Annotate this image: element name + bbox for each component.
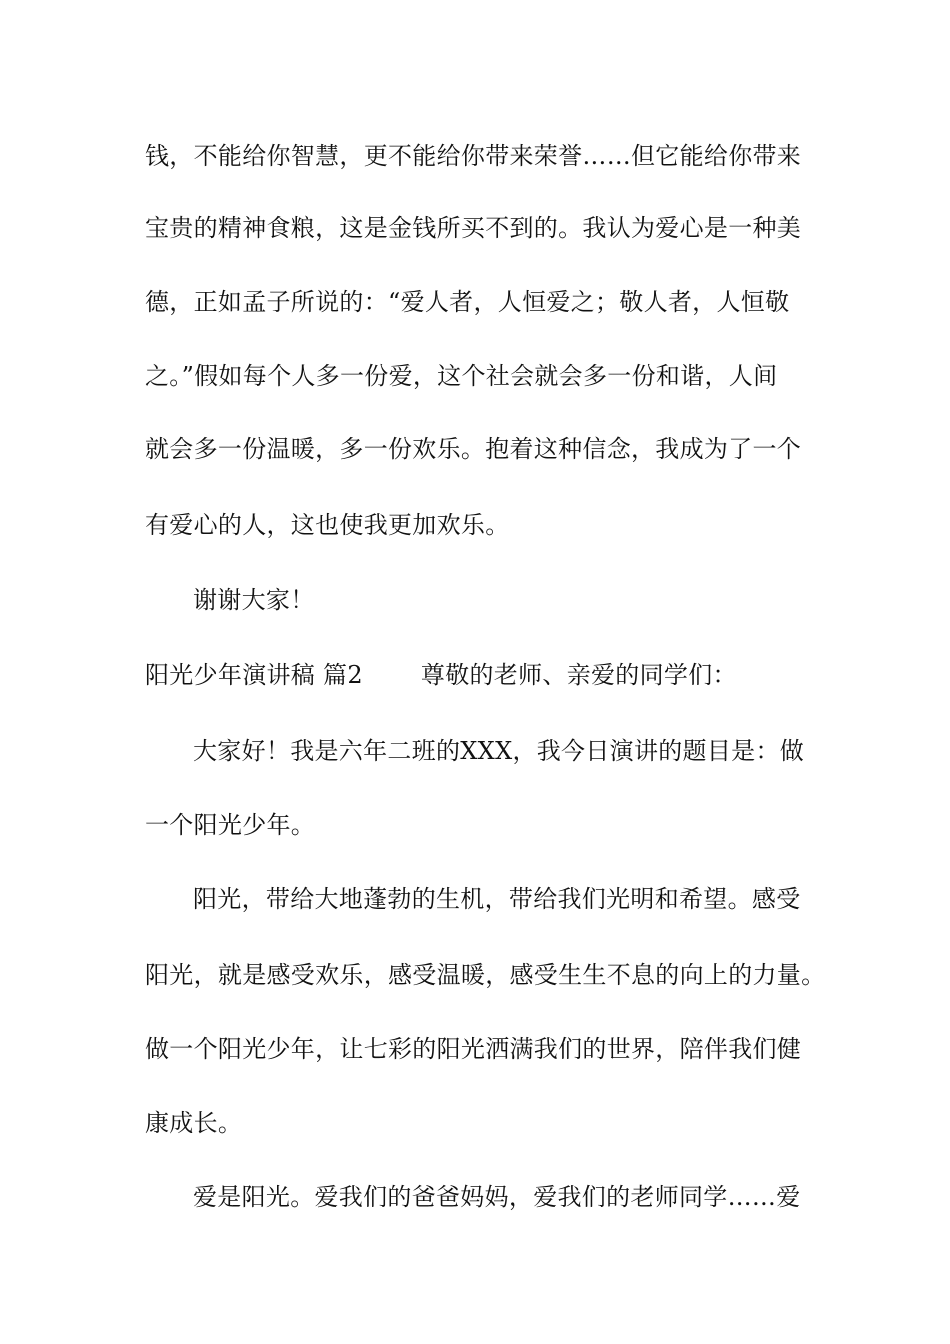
paragraph-line: 康成长。 bbox=[145, 1109, 243, 1137]
paragraph-line: 爱是阳光。爱我们的爸爸妈妈，爱我们的老师同学……爱 bbox=[193, 1183, 801, 1211]
paragraph-line: 有爱心的人，这也使我更加欢乐。 bbox=[145, 511, 510, 539]
paragraph-line: 就会多一份温暖，多一份欢乐。抱着这种信念，我成为了一个 bbox=[145, 435, 802, 463]
thanks-line: 谢谢大家！ bbox=[193, 586, 315, 614]
paragraph-line: 钱，不能给你智慧，更不能给你带来荣誉……但它能给你带来 bbox=[145, 142, 802, 170]
section-heading bbox=[145, 659, 865, 691]
paragraph-line: 宝贵的精神食粮，这是金钱所买不到的。我认为爱心是一种美 bbox=[145, 214, 802, 242]
paragraph-line: 一个阳光少年。 bbox=[145, 811, 316, 839]
paragraph-line: 德，正如孟子所说的：“爱人者，人恒爱之；敬人者，人恒敬 bbox=[145, 288, 790, 316]
paragraph-line: 阳光，带给大地蓬勃的生机，带给我们光明和希望。感受 bbox=[193, 885, 801, 913]
greeting: 尊敬的老师、亲爱的同学们： bbox=[420, 661, 737, 689]
paragraph-line: 大家好！我是六年二班的XXX，我今日演讲的题目是：做 bbox=[193, 737, 805, 765]
paragraph-line: 做一个阳光少年，让七彩的阳光洒满我们的世界，陪伴我们健 bbox=[145, 1035, 802, 1063]
paragraph-line: 阳光，就是感受欢乐，感受温暖，感受生生不息的向上的力量。 bbox=[145, 961, 826, 989]
paragraph-line: 之。”假如每个人多一份爱，这个社会就会多一份和谐，人间 bbox=[145, 362, 778, 390]
section-title: 阳光少年演讲稿 篇2 bbox=[145, 661, 363, 689]
